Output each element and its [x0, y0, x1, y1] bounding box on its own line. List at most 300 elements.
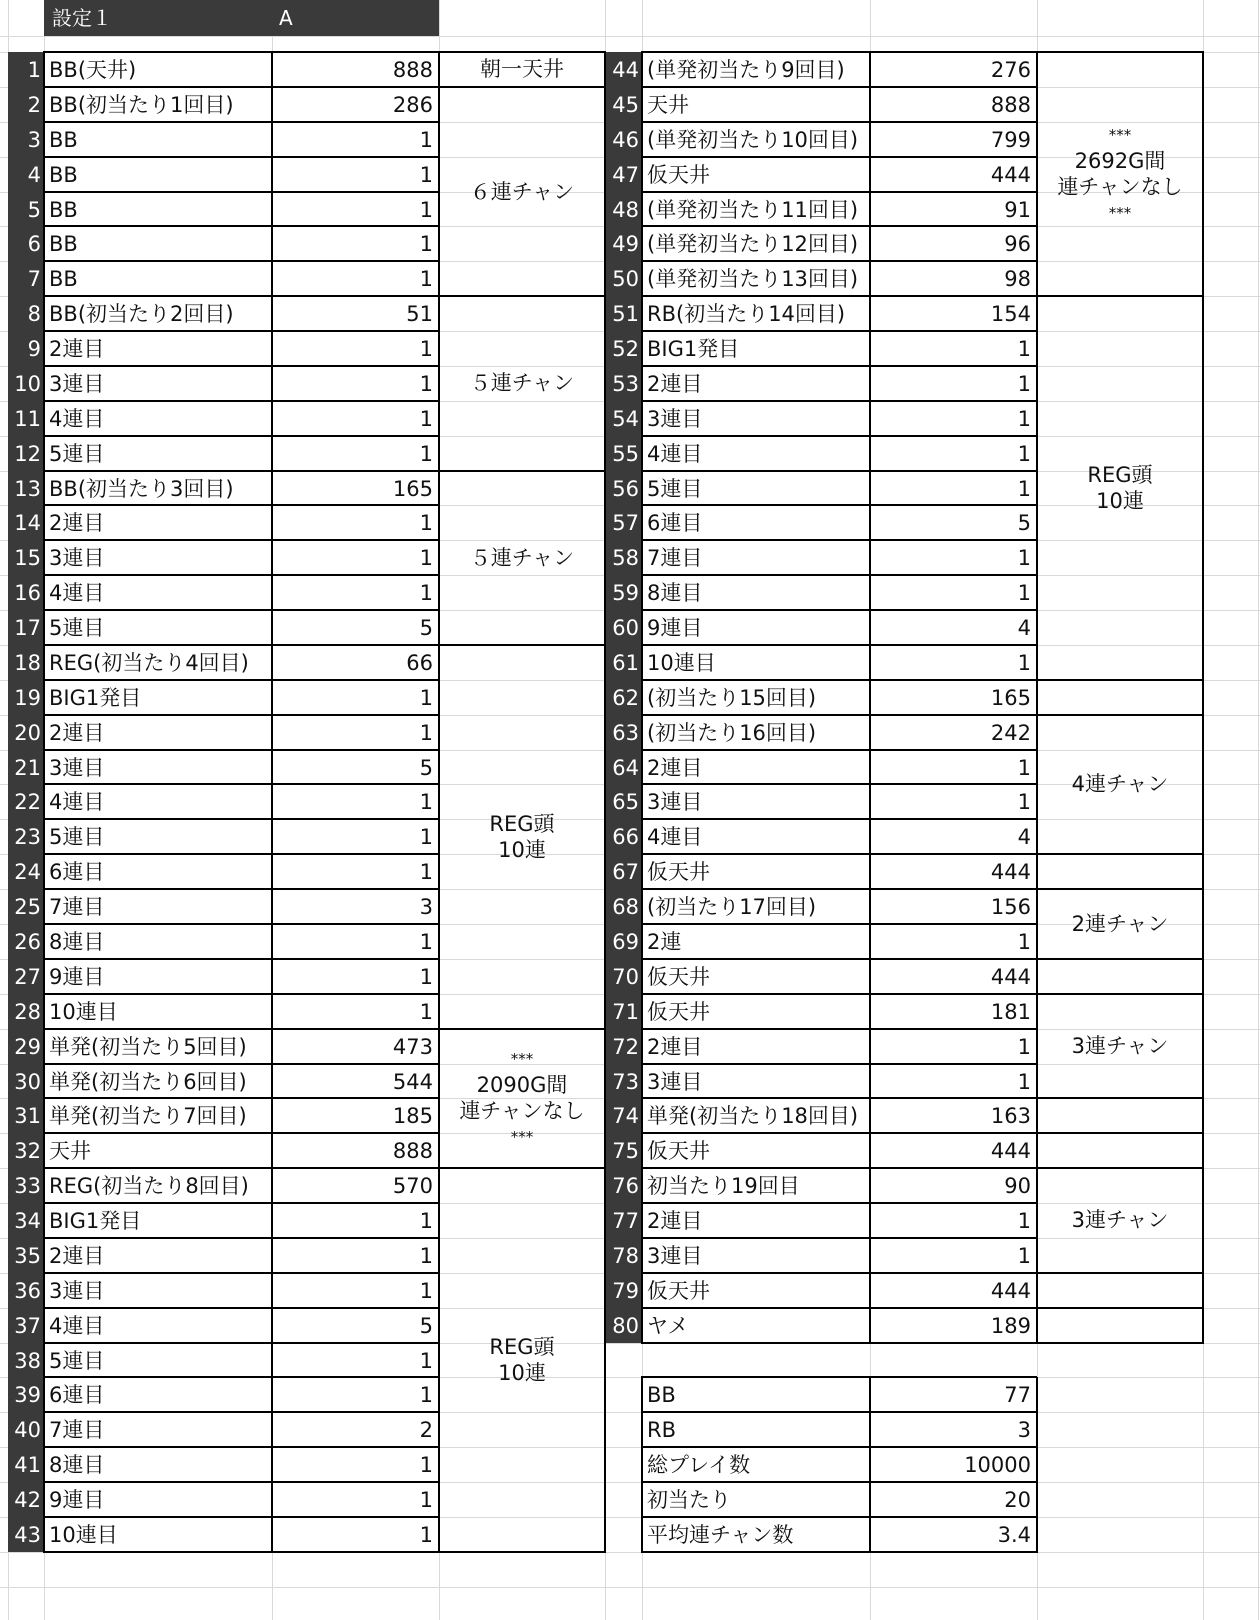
- row-label-cell[interactable]: 8連目: [647, 581, 703, 606]
- row-number: 47: [605, 157, 642, 192]
- row-label-cell[interactable]: 8連目: [49, 1453, 105, 1478]
- row-label-cell[interactable]: RB(初当たり14回目): [647, 302, 846, 327]
- row-label-cell[interactable]: 6連目: [647, 511, 703, 536]
- row-label-cell[interactable]: REG(初当たり8回目): [49, 1174, 249, 1199]
- row-value-cell[interactable]: 444: [990, 162, 1031, 187]
- row-value-cell[interactable]: 1: [1017, 790, 1031, 815]
- row-label-cell[interactable]: 3連目: [49, 371, 105, 396]
- row-value-cell[interactable]: 90: [1004, 1174, 1031, 1199]
- row-value-cell[interactable]: 1: [419, 1453, 433, 1478]
- border-line: [641, 504, 1037, 506]
- row-number: 19: [8, 680, 44, 715]
- row-value-cell[interactable]: 1: [1017, 476, 1031, 501]
- row-number: 42: [8, 1482, 44, 1517]
- border-line: [641, 574, 1037, 576]
- border-line: [641, 993, 1037, 995]
- border-line: [43, 1551, 439, 1553]
- border-line: [641, 1272, 1037, 1274]
- border-line: [641, 156, 1037, 158]
- row-value-cell[interactable]: 1: [419, 232, 433, 257]
- row-value-cell[interactable]: 1: [419, 337, 433, 362]
- row-value-cell[interactable]: 286: [392, 92, 433, 117]
- row-number: 23: [8, 819, 44, 854]
- row-number: 16: [8, 575, 44, 610]
- row-number: 14: [8, 505, 44, 540]
- row-value-cell[interactable]: 1: [1017, 546, 1031, 571]
- border-line: [641, 1446, 1037, 1448]
- row-label-cell[interactable]: 2連目: [647, 755, 703, 780]
- border-line: [43, 1446, 439, 1448]
- row-value-cell[interactable]: 1: [419, 1243, 433, 1268]
- row-label-cell[interactable]: 5連目: [49, 616, 105, 641]
- row-label-cell[interactable]: BB: [49, 197, 78, 222]
- row-number: 46: [605, 122, 642, 157]
- row-value-cell[interactable]: 5: [1017, 511, 1031, 536]
- border-line: [641, 923, 1037, 925]
- row-value-cell[interactable]: 1: [1017, 755, 1031, 780]
- border-line: [1036, 1307, 1204, 1309]
- row-number: 49: [605, 226, 642, 261]
- border-line: [43, 1167, 439, 1169]
- row-label-cell[interactable]: 3連目: [647, 790, 703, 815]
- row-number: 71: [605, 994, 642, 1029]
- border-line: [43, 1028, 439, 1030]
- row-value-cell[interactable]: 185: [392, 1104, 433, 1129]
- group-note-line: 4連チャン: [1071, 772, 1169, 797]
- row-number: 79: [605, 1273, 642, 1308]
- summary-value-cell[interactable]: 20: [1004, 1488, 1031, 1513]
- row-value-cell[interactable]: 1: [1017, 930, 1031, 954]
- row-label-cell[interactable]: (単発初当たり11回目): [647, 197, 859, 222]
- row-number: 35: [8, 1238, 44, 1273]
- border-line: [641, 679, 1037, 681]
- row-value-cell[interactable]: 1: [419, 441, 433, 466]
- row-number: 45: [605, 87, 642, 122]
- border-line: [641, 783, 1037, 785]
- row-number: 33: [8, 1168, 44, 1203]
- border-line: [43, 1202, 439, 1204]
- row-number: 7: [8, 261, 44, 296]
- row-label-cell[interactable]: 単発(初当たり5回目): [49, 1034, 247, 1059]
- row-label-cell[interactable]: 2連目: [647, 1034, 703, 1059]
- row-label-cell[interactable]: 9連目: [49, 1488, 105, 1513]
- row-number: 36: [8, 1273, 44, 1308]
- row-value-cell[interactable]: 1: [419, 825, 433, 850]
- row-number: 9: [8, 331, 44, 366]
- row-label-cell[interactable]: 3連目: [647, 1243, 703, 1268]
- row-value-cell[interactable]: 570: [392, 1174, 433, 1199]
- row-label-cell[interactable]: (単発初当たり12回目): [647, 232, 859, 257]
- row-label-cell[interactable]: (単発初当たり9回目): [647, 58, 845, 82]
- row-label-cell[interactable]: 単発(初当たり18回目): [647, 1104, 859, 1129]
- row-number: 10: [8, 366, 44, 401]
- row-label-cell[interactable]: 4連目: [647, 825, 703, 850]
- row-value-cell[interactable]: 4: [1017, 825, 1031, 850]
- row-value-cell[interactable]: 156: [990, 895, 1031, 920]
- border-line: [438, 295, 606, 297]
- row-label-cell[interactable]: (初当たり17回目): [647, 895, 817, 920]
- row-label-cell[interactable]: 10連目: [49, 999, 118, 1024]
- row-label-cell[interactable]: 5連目: [49, 1348, 105, 1373]
- border-line: [43, 295, 439, 297]
- group-note-line: 10連: [498, 1360, 546, 1385]
- row-value-cell[interactable]: 1: [419, 1209, 433, 1234]
- row-value-cell[interactable]: 888: [990, 92, 1031, 117]
- summary-label-cell[interactable]: 総プレイ数: [647, 1453, 751, 1478]
- row-value-cell[interactable]: 1: [419, 964, 433, 989]
- row-value-cell[interactable]: 1: [1017, 337, 1031, 362]
- row-label-cell[interactable]: 天井: [49, 1139, 91, 1164]
- row-value-cell[interactable]: 181: [990, 999, 1031, 1024]
- row-label-cell[interactable]: 単発(初当たり7回目): [49, 1104, 247, 1129]
- summary-value-cell[interactable]: 3: [1017, 1418, 1031, 1443]
- row-label-cell[interactable]: 3連目: [647, 406, 703, 431]
- row-label-cell[interactable]: 3連目: [49, 755, 105, 780]
- row-value-cell[interactable]: 473: [392, 1034, 433, 1059]
- row-value-cell[interactable]: 5: [419, 1313, 433, 1338]
- row-value-cell[interactable]: 154: [990, 302, 1031, 327]
- group-note-line: ***: [510, 1128, 534, 1147]
- border-line: [43, 923, 439, 925]
- group-note-line: REG頭: [489, 1334, 555, 1359]
- row-label-cell[interactable]: 6連目: [49, 1383, 105, 1408]
- border-line: [1036, 1167, 1204, 1169]
- row-label-cell[interactable]: 2連目: [49, 1243, 105, 1268]
- row-value-cell[interactable]: 165: [990, 685, 1031, 710]
- row-label-cell[interactable]: BB(天井): [49, 58, 137, 82]
- row-label-cell[interactable]: BB(初当たり2回目): [49, 302, 234, 327]
- row-label-cell[interactable]: 10連目: [49, 1522, 118, 1547]
- border-line: [1036, 993, 1204, 995]
- row-label-cell[interactable]: (初当たり16回目): [647, 720, 817, 745]
- border-line: [43, 1097, 439, 1099]
- row-number: 65: [605, 784, 642, 819]
- row-label-cell[interactable]: 10連目: [647, 650, 716, 675]
- row-label-cell[interactable]: BB(初当たり3回目): [49, 476, 234, 501]
- row-label-cell[interactable]: 5連目: [49, 441, 105, 466]
- row-label-cell[interactable]: 仮天井: [647, 162, 710, 187]
- row-value-cell[interactable]: 444: [990, 860, 1031, 885]
- row-label-cell[interactable]: 2連目: [49, 720, 105, 745]
- border-line: [43, 52, 45, 1553]
- row-number: 60: [605, 610, 642, 645]
- border-line: [641, 191, 1037, 193]
- row-value-cell[interactable]: 1: [1017, 441, 1031, 466]
- row-label-cell[interactable]: 5連目: [49, 825, 105, 850]
- border-line: [641, 1481, 1037, 1483]
- row-value-cell[interactable]: 242: [990, 720, 1031, 745]
- row-label-cell[interactable]: 8連目: [49, 930, 105, 954]
- group-note-line: 連チャンなし: [459, 1099, 585, 1124]
- row-label-cell[interactable]: 3連目: [49, 1278, 105, 1303]
- group-note-line: 3連チャン: [1071, 1208, 1169, 1233]
- row-number: 72: [605, 1029, 642, 1064]
- row-value-cell[interactable]: 444: [990, 964, 1031, 989]
- border-line: [43, 260, 439, 262]
- row-value-cell[interactable]: 1: [419, 197, 433, 222]
- border-line: [43, 400, 439, 402]
- row-label-cell[interactable]: REG(初当たり4回目): [49, 650, 249, 675]
- border-line: [641, 609, 1037, 611]
- row-value-cell[interactable]: 165: [392, 476, 433, 501]
- row-number: 21: [8, 750, 44, 785]
- row-value-cell[interactable]: 1: [419, 127, 433, 152]
- row-value-cell[interactable]: 66: [406, 650, 433, 675]
- border-line: [641, 470, 1037, 472]
- row-number: 69: [605, 924, 642, 959]
- row-value-cell[interactable]: 91: [1004, 197, 1031, 222]
- row-label-cell[interactable]: BB: [49, 232, 78, 257]
- row-label-cell[interactable]: (初当たり15回目): [647, 685, 817, 710]
- border-line: [869, 1377, 871, 1552]
- row-label-cell[interactable]: 9連目: [49, 964, 105, 989]
- border-line: [438, 470, 606, 472]
- border-line: [641, 1132, 1037, 1134]
- border-line: [1036, 679, 1204, 681]
- border-line: [641, 1307, 1037, 1309]
- row-label-cell[interactable]: 2連目: [647, 1209, 703, 1234]
- row-value-cell[interactable]: 1: [419, 581, 433, 606]
- border-line: [43, 644, 439, 646]
- row-label-cell[interactable]: BB(初当たり1回目): [49, 92, 234, 117]
- summary-value-cell[interactable]: 77: [1004, 1383, 1031, 1408]
- row-number: 8: [8, 296, 44, 331]
- border-line: [641, 260, 1037, 262]
- border-line: [641, 121, 1037, 123]
- group-note-line: 10連: [1096, 488, 1144, 513]
- row-value-cell[interactable]: 1: [419, 720, 433, 745]
- row-label-cell[interactable]: 3連目: [647, 1069, 703, 1094]
- row-number: 62: [605, 680, 642, 715]
- row-label-cell[interactable]: 仮天井: [647, 999, 710, 1024]
- summary-value-cell[interactable]: 3.4: [997, 1522, 1031, 1547]
- row-number: 51: [605, 296, 642, 331]
- row-number: 54: [605, 401, 642, 436]
- column-header-a[interactable]: A: [272, 0, 439, 36]
- row-value-cell[interactable]: 1: [419, 685, 433, 710]
- border-line: [641, 1551, 1037, 1553]
- row-value-cell[interactable]: 1: [419, 999, 433, 1024]
- row-value-cell[interactable]: 1: [419, 267, 433, 292]
- row-value-cell[interactable]: 4: [1017, 616, 1031, 641]
- row-label-cell[interactable]: (単発初当たり13回目): [647, 267, 859, 292]
- border-line: [43, 1132, 439, 1134]
- row-value-cell[interactable]: 1: [1017, 581, 1031, 606]
- row-value-cell[interactable]: 1: [1017, 1243, 1031, 1268]
- row-label-cell[interactable]: 7連目: [647, 546, 703, 571]
- row-number: 37: [8, 1308, 44, 1343]
- row-number: 73: [605, 1064, 642, 1099]
- row-label-cell[interactable]: 仮天井: [647, 1278, 710, 1303]
- row-number: 24: [8, 854, 44, 889]
- row-number: 31: [8, 1098, 44, 1133]
- border-line: [1036, 714, 1204, 716]
- border-line: [641, 644, 1037, 646]
- row-number: 15: [8, 540, 44, 575]
- border-line: [43, 51, 439, 53]
- border-line: [43, 330, 439, 332]
- row-value-cell[interactable]: 1: [419, 1522, 433, 1547]
- row-number: 29: [8, 1029, 44, 1064]
- border-line: [641, 1202, 1037, 1204]
- border-line: [641, 958, 1037, 960]
- row-value-cell[interactable]: 444: [990, 1278, 1031, 1303]
- sheet-title[interactable]: 設定１: [44, 0, 272, 36]
- row-value-cell[interactable]: 1: [419, 1488, 433, 1513]
- row-value-cell[interactable]: 888: [392, 1139, 433, 1164]
- row-number: 18: [8, 645, 44, 680]
- row-value-cell[interactable]: 1: [419, 1278, 433, 1303]
- row-label-cell[interactable]: (単発初当たり10回目): [647, 127, 859, 152]
- row-value-cell[interactable]: 1: [419, 546, 433, 571]
- summary-label-cell[interactable]: 初当たり: [647, 1488, 731, 1513]
- group-note-line: 3連チャン: [1071, 1034, 1169, 1059]
- row-value-cell[interactable]: 1: [419, 930, 433, 954]
- row-value-cell[interactable]: 51: [406, 302, 433, 327]
- row-value-cell[interactable]: 163: [990, 1104, 1031, 1129]
- row-label-cell[interactable]: BIG1発目: [647, 337, 740, 362]
- row-value-cell[interactable]: 5: [419, 755, 433, 780]
- row-value-cell[interactable]: 1: [419, 1348, 433, 1373]
- row-label-cell[interactable]: 4連目: [49, 1313, 105, 1338]
- border-line: [1036, 1132, 1204, 1134]
- group-note-line: 連チャンなし: [1057, 175, 1183, 200]
- row-label-cell[interactable]: 仮天井: [647, 1139, 710, 1164]
- row-value-cell[interactable]: 1: [419, 860, 433, 885]
- row-label-cell[interactable]: 7連目: [49, 895, 105, 920]
- row-number: 55: [605, 436, 642, 471]
- row-label-cell[interactable]: BB: [49, 127, 78, 152]
- row-number: 77: [605, 1203, 642, 1238]
- row-value-cell[interactable]: 2: [419, 1418, 433, 1443]
- summary-label-cell[interactable]: BB: [647, 1383, 676, 1408]
- row-number: 30: [8, 1064, 44, 1099]
- group-note-line: REG頭: [489, 811, 555, 836]
- group-note-line: 2連チャン: [1071, 911, 1169, 936]
- row-value-cell[interactable]: 3: [419, 895, 433, 920]
- row-label-cell[interactable]: BIG1発目: [49, 685, 142, 710]
- summary-label-cell[interactable]: RB: [647, 1418, 676, 1443]
- group-note-line: ５連チャン: [469, 545, 575, 570]
- group-note-line: REG頭: [1087, 462, 1153, 487]
- row-label-cell[interactable]: 4連目: [647, 441, 703, 466]
- row-value-cell[interactable]: 1: [419, 162, 433, 187]
- row-label-cell[interactable]: ヤメ: [647, 1313, 689, 1338]
- row-label-cell[interactable]: 2連目: [647, 371, 703, 396]
- border-line: [641, 1028, 1037, 1030]
- row-value-cell[interactable]: 1: [1017, 1069, 1031, 1094]
- row-value-cell[interactable]: 888: [392, 58, 433, 82]
- border-line: [1036, 1272, 1204, 1274]
- row-value-cell[interactable]: 544: [392, 1069, 433, 1094]
- row-value-cell[interactable]: 1: [419, 790, 433, 815]
- row-value-cell[interactable]: 1: [419, 406, 433, 431]
- border-line: [641, 853, 1037, 855]
- row-value-cell[interactable]: 189: [990, 1313, 1031, 1338]
- row-value-cell[interactable]: 276: [990, 58, 1031, 82]
- row-number: 53: [605, 366, 642, 401]
- border-line: [641, 365, 1037, 367]
- row-value-cell[interactable]: 1: [419, 1383, 433, 1408]
- row-value-cell[interactable]: 1: [1017, 371, 1031, 396]
- group-note-line: ***: [1108, 204, 1132, 223]
- border-line: [1202, 52, 1204, 1344]
- border-line: [641, 295, 1037, 297]
- row-label-cell[interactable]: 仮天井: [647, 860, 710, 885]
- summary-label-cell[interactable]: 平均連チャン数: [647, 1522, 794, 1547]
- row-value-cell[interactable]: 1: [1017, 406, 1031, 431]
- row-value-cell[interactable]: 1: [1017, 650, 1031, 675]
- row-number: 56: [605, 471, 642, 506]
- row-label-cell[interactable]: 5連目: [647, 476, 703, 501]
- border-line: [641, 539, 1037, 541]
- border-line: [43, 365, 439, 367]
- row-number: 66: [605, 819, 642, 854]
- border-line: [438, 86, 606, 88]
- border-line: [641, 52, 643, 1344]
- row-value-cell[interactable]: 799: [990, 127, 1031, 152]
- row-label-cell[interactable]: 4連目: [49, 406, 105, 431]
- row-number: 13: [8, 471, 44, 506]
- row-number: 63: [605, 715, 642, 750]
- row-label-cell[interactable]: 4連目: [49, 790, 105, 815]
- row-label-cell[interactable]: 2連目: [49, 337, 105, 362]
- row-label-cell[interactable]: 4連目: [49, 581, 105, 606]
- row-label-cell[interactable]: 9連目: [647, 616, 703, 641]
- row-label-cell[interactable]: 初当たり19回目: [647, 1174, 800, 1199]
- row-value-cell[interactable]: 98: [1004, 267, 1031, 292]
- row-value-cell[interactable]: 5: [419, 616, 433, 641]
- border-line: [43, 1481, 439, 1483]
- row-value-cell[interactable]: 1: [1017, 1209, 1031, 1234]
- border-line: [869, 52, 871, 1344]
- row-value-cell[interactable]: 444: [990, 1139, 1031, 1164]
- row-label-cell[interactable]: 天井: [647, 92, 689, 117]
- row-label-cell[interactable]: 2連: [647, 930, 682, 954]
- row-number: 78: [605, 1238, 642, 1273]
- border-line: [438, 1167, 606, 1169]
- row-number: 61: [605, 645, 642, 680]
- group-note-line: ６連チャン: [469, 179, 575, 204]
- row-label-cell[interactable]: 単発(初当たり6回目): [49, 1069, 247, 1094]
- border-line: [641, 749, 1037, 751]
- row-label-cell[interactable]: 仮天井: [647, 964, 710, 989]
- row-label-cell[interactable]: BB: [49, 162, 78, 187]
- row-label-cell[interactable]: BB: [49, 267, 78, 292]
- border-line: [1036, 958, 1204, 960]
- row-label-cell[interactable]: BIG1発目: [49, 1209, 142, 1234]
- row-label-cell[interactable]: 2連目: [49, 511, 105, 536]
- row-label-cell[interactable]: 6連目: [49, 860, 105, 885]
- border-line: [641, 1376, 1037, 1378]
- row-number: 4: [8, 157, 44, 192]
- row-value-cell[interactable]: 1: [1017, 1034, 1031, 1059]
- border-line: [43, 191, 439, 193]
- group-note-line: 2692G間: [1074, 149, 1166, 174]
- row-number: 44: [605, 52, 642, 87]
- row-value-cell[interactable]: 1: [419, 511, 433, 536]
- row-label-cell[interactable]: 3連目: [49, 546, 105, 571]
- row-number: 67: [605, 854, 642, 889]
- row-value-cell[interactable]: 1: [419, 371, 433, 396]
- border-line: [1036, 1097, 1204, 1099]
- border-line: [641, 1411, 1037, 1413]
- row-value-cell[interactable]: 96: [1004, 232, 1031, 257]
- row-number: 6: [8, 226, 44, 261]
- row-label-cell[interactable]: 7連目: [49, 1418, 105, 1443]
- summary-value-cell[interactable]: 10000: [964, 1453, 1031, 1478]
- row-number: 64: [605, 750, 642, 785]
